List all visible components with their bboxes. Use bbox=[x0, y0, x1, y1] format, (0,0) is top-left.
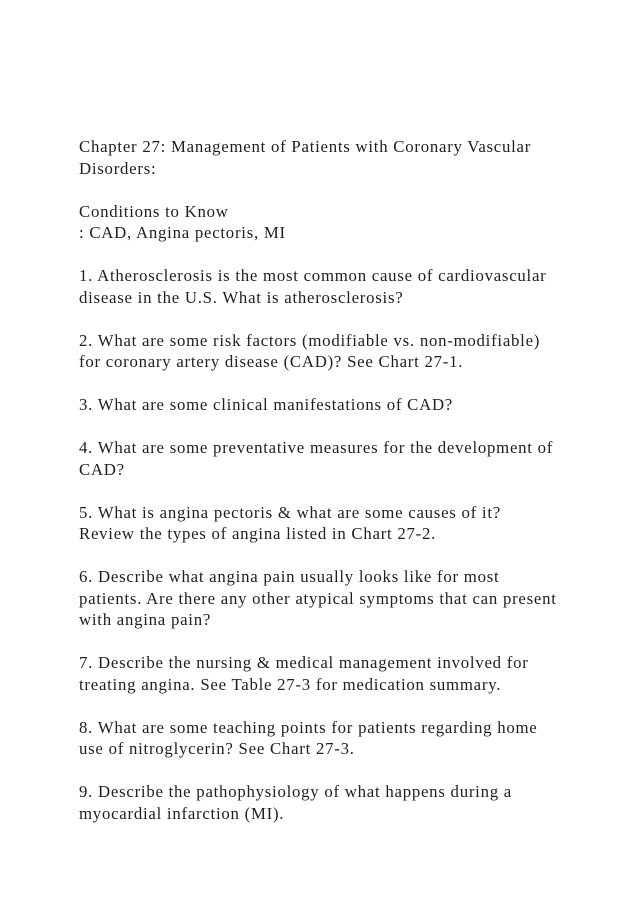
question-line: 2. What are some risk factors (modifiable vs. non-modifiable) bbox=[79, 330, 541, 350]
question-line: with angina pain? bbox=[79, 610, 212, 629]
question-line: 6. Describe what angina pain usually looks like for most bbox=[79, 567, 500, 586]
question-line: for coronary artery disease (CAD)? See Chart 27-1. bbox=[79, 352, 464, 371]
question-line: disease in the U.S. What is atherosclerosis? bbox=[79, 287, 404, 307]
question-line: CAD? bbox=[79, 459, 125, 479]
question-line: Review the types of angina listed in Chart 27-2. bbox=[79, 524, 437, 543]
question-8 bbox=[79, 717, 579, 760]
question-line: myocardial infarction (MI). bbox=[79, 803, 285, 823]
question-6 bbox=[79, 566, 579, 631]
document-body bbox=[79, 136, 579, 846]
conditions-to-know bbox=[79, 201, 579, 244]
question-line: 9. Describe the pathophysiology of what happens during a bbox=[79, 782, 513, 801]
conditions-list: : CAD, Angina pectoris, MI bbox=[79, 223, 286, 242]
question-3 bbox=[79, 394, 579, 416]
question-9 bbox=[79, 781, 579, 824]
question-line: treating angina. See Table 27-3 for medication summary. bbox=[79, 674, 502, 694]
conditions-heading: Conditions to Know bbox=[79, 201, 229, 221]
question-1 bbox=[79, 265, 579, 308]
question-line: 4. What are some preventative measures for the development of bbox=[79, 438, 554, 457]
question-5 bbox=[79, 502, 579, 545]
question-line: patients. Are there any other atypical symptoms that can present bbox=[79, 588, 557, 608]
chapter-title-line: Chapter 27: Management of Patients with Coronary Vascular bbox=[79, 137, 532, 156]
question-4 bbox=[79, 437, 579, 480]
question-line: 5. What is angina pectoris & what are some causes of it? bbox=[79, 502, 501, 522]
question-line: 3. What are some clinical manifestations of CAD? bbox=[79, 395, 454, 414]
chapter-title bbox=[79, 136, 579, 179]
question-7 bbox=[79, 652, 579, 695]
question-line: 1. Atherosclerosis is the most common cause of cardiovascular bbox=[79, 266, 547, 285]
chapter-title-line: Disorders: bbox=[79, 158, 157, 178]
question-line: 7. Describe the nursing & medical management involved for bbox=[79, 653, 529, 672]
question-line: use of nitroglycerin? See Chart 27-3. bbox=[79, 739, 355, 758]
question-2 bbox=[79, 330, 579, 373]
question-line: 8. What are some teaching points for patients regarding home bbox=[79, 717, 538, 737]
